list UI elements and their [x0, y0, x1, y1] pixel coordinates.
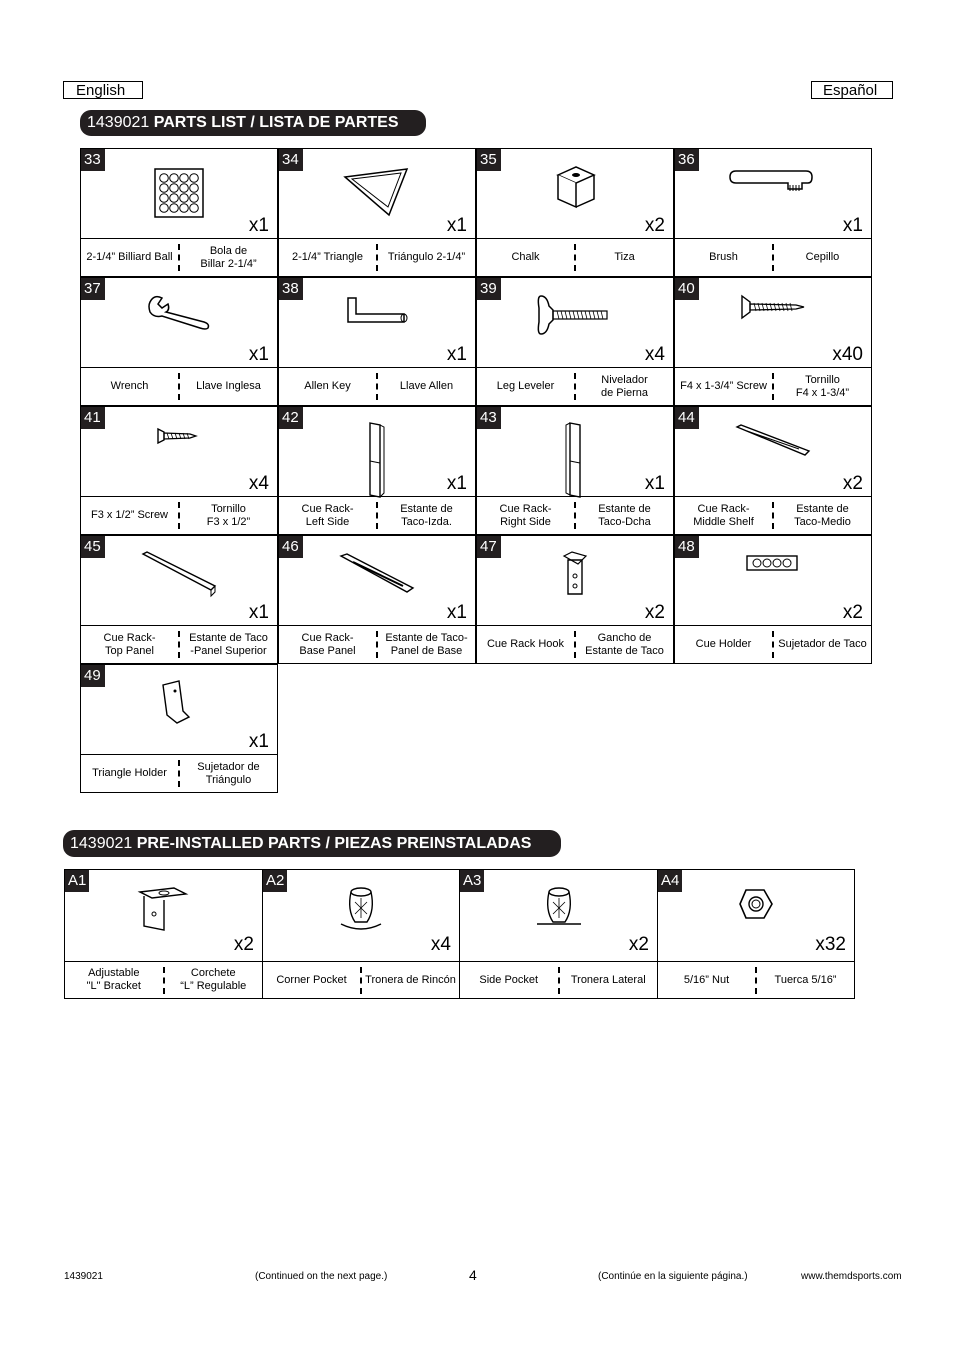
part-labels	[658, 961, 854, 998]
part-labels	[263, 961, 459, 998]
part-name-spanish: Sujetador de Triángulo	[197, 760, 260, 786]
part-labels	[675, 238, 871, 276]
part-name-spanish: Sujetador de Taco	[778, 638, 867, 650]
part-name-spanish: Llave Allen	[399, 380, 454, 392]
part-number: 40	[675, 278, 699, 300]
part-quantity: x4	[430, 934, 451, 955]
part-name-english: Allen Key	[304, 380, 351, 392]
part-labels	[279, 625, 475, 663]
footer-continued-spanish: (Continúe en la siguiente página.)	[598, 1271, 748, 1282]
part-quantity: x1	[842, 215, 863, 236]
footer-product-code: 1439021	[64, 1271, 103, 1282]
part-name-spanish: Corchete “L” Regulable	[180, 967, 247, 992]
part-number: 43	[477, 407, 501, 429]
part-labels	[81, 238, 277, 276]
part-labels	[279, 238, 475, 276]
part-name-english: Brush	[709, 251, 738, 263]
part-number: 47	[477, 536, 501, 558]
part-name-spanish: Estante de Taco-Dcha	[598, 502, 651, 528]
triangle-holder-icon	[159, 679, 199, 734]
preinstalled-code: 1439021	[70, 835, 133, 852]
part-quantity: x4	[644, 344, 665, 365]
part-card-42	[278, 406, 476, 535]
parts-grid	[80, 148, 875, 797]
part-name-english: Chalk	[511, 251, 540, 263]
part-name-spanish: Tiza	[614, 251, 635, 263]
part-number: 36	[675, 149, 699, 171]
footer-continued-english: (Continued on the next page.)	[255, 1271, 388, 1282]
part-card-34	[278, 148, 476, 277]
part-quantity: x2	[644, 602, 665, 623]
part-name-spanish: Llave Inglesa	[196, 380, 261, 392]
part-name-english: Cue Holder	[695, 638, 752, 650]
part-quantity: x1	[644, 473, 665, 494]
part-quantity: x4	[248, 473, 269, 494]
part-name-spanish: Tronera Lateral	[570, 973, 646, 986]
preinstalled-banner	[63, 830, 561, 857]
part-card-36	[674, 148, 872, 277]
part-quantity: x1	[248, 344, 269, 365]
part-name-english: 2-1/4” Triangle	[292, 251, 363, 263]
l-bracket-icon	[134, 884, 194, 939]
part-quantity: x2	[842, 473, 863, 494]
preinstalled-title: PRE-INSTALLED PARTS / PIEZAS PREINSTALADAS	[136, 835, 532, 852]
part-labels	[81, 367, 277, 405]
chalk-icon	[550, 163, 600, 218]
part-labels	[477, 238, 673, 276]
part-labels	[675, 625, 871, 663]
part-labels	[477, 625, 673, 663]
part-name-spanish: Bola de Billar 2-1/4”	[200, 244, 257, 270]
part-card-a4	[657, 869, 855, 999]
part-card-44	[674, 406, 872, 535]
part-name-spanish: Estante de Taco- Panel de Base	[385, 631, 468, 657]
rack-hook-icon	[560, 550, 590, 605]
part-name-spanish: Tornillo F3 x 1/2”	[206, 502, 251, 528]
part-card-46	[278, 535, 476, 664]
wrench-icon	[144, 292, 214, 337]
language-label-spanish: Español	[811, 81, 893, 99]
part-labels	[279, 496, 475, 534]
page-number: 4	[469, 1267, 477, 1283]
part-name-english: Cue Rack- Middle Shelf	[693, 502, 754, 528]
part-number: A2	[263, 870, 287, 892]
part-name-english: Side Pocket	[479, 973, 539, 986]
language-label-english: English	[63, 81, 143, 99]
rack-side-right-icon	[560, 421, 590, 506]
part-name-spanish: Tornillo F4 x 1-3/4”	[795, 373, 850, 399]
part-number: 48	[675, 536, 699, 558]
brush-icon	[728, 163, 818, 208]
part-name-english: F4 x 1-3/4” Screw	[680, 380, 767, 392]
part-number: 44	[675, 407, 699, 429]
side-pocket-icon	[529, 884, 589, 939]
parts-list-banner	[80, 110, 426, 136]
part-name-english: Adjustable "L" Bracket	[86, 967, 141, 992]
part-card-39	[476, 277, 674, 406]
part-number: 45	[81, 536, 105, 558]
part-name-english: Leg Leveler	[496, 380, 555, 392]
part-quantity: x32	[815, 934, 846, 955]
part-name-english: Triangle Holder	[92, 767, 167, 779]
part-labels	[81, 496, 277, 534]
triangle-rack-icon	[337, 163, 417, 228]
base-panel-icon	[337, 550, 417, 605]
footer-website: www.themdsports.com	[801, 1271, 902, 1282]
part-name-english: 2-1/4” Billiard Ball	[86, 251, 173, 263]
part-quantity: x2	[842, 602, 863, 623]
part-name-english: Corner Pocket	[276, 973, 347, 986]
part-number: 37	[81, 278, 105, 300]
rack-side-left-icon	[362, 421, 392, 506]
part-card-49	[80, 664, 278, 793]
part-name-spanish: Cepillo	[805, 251, 840, 263]
part-card-33	[80, 148, 278, 277]
part-number: 49	[81, 665, 105, 687]
top-panel-icon	[139, 550, 219, 605]
part-labels	[477, 496, 673, 534]
part-quantity: x40	[832, 344, 863, 365]
part-quantity: x1	[446, 473, 467, 494]
part-card-a2	[262, 869, 460, 999]
part-name-spanish: Nivelador de Pierna	[600, 373, 649, 399]
part-labels	[65, 961, 262, 998]
preinstalled-grid	[64, 869, 858, 999]
part-card-a1	[64, 869, 263, 999]
part-card-38	[278, 277, 476, 406]
corner-pocket-icon	[331, 884, 391, 939]
part-number: 38	[279, 278, 303, 300]
billiard-balls-icon	[149, 163, 209, 228]
part-quantity: x1	[446, 602, 467, 623]
cue-holder-icon	[743, 550, 803, 585]
part-quantity: x2	[233, 934, 254, 955]
nut-icon	[736, 884, 776, 929]
allen-key-icon	[342, 292, 412, 337]
part-card-40	[674, 277, 872, 406]
part-name-english: Cue Rack Hook	[486, 638, 565, 650]
part-name-spanish: Gancho de Estante de Taco	[585, 631, 664, 657]
parts-list-code: 1439021	[87, 114, 150, 131]
part-name-english: Cue Rack- Left Side	[301, 502, 354, 528]
part-quantity: x2	[644, 215, 665, 236]
part-card-35	[476, 148, 674, 277]
part-quantity: x1	[248, 731, 269, 752]
part-name-spanish: Estante de Taco-Medio	[794, 502, 851, 528]
part-card-a3	[459, 869, 658, 999]
middle-shelf-icon	[733, 421, 813, 466]
part-labels	[477, 367, 673, 405]
part-labels	[81, 625, 277, 663]
part-name-spanish: Triángulo 2-1/4”	[387, 251, 466, 263]
part-number: 33	[81, 149, 105, 171]
part-quantity: x1	[446, 344, 467, 365]
parts-list-title: PARTS LIST / LISTA DE PARTES	[153, 114, 399, 131]
leg-leveler-icon	[535, 292, 615, 343]
part-quantity: x1	[446, 215, 467, 236]
part-name-spanish: Estante de Taco -Panel Superior	[189, 631, 268, 657]
part-number: 39	[477, 278, 501, 300]
part-quantity: x2	[628, 934, 649, 955]
part-quantity: x1	[248, 602, 269, 623]
part-card-37	[80, 277, 278, 406]
part-labels	[279, 367, 475, 405]
part-number: A4	[658, 870, 682, 892]
part-name-english: 5/16” Nut	[683, 973, 730, 986]
part-number: 35	[477, 149, 501, 171]
part-number: A1	[65, 870, 89, 892]
part-number: A3	[460, 870, 484, 892]
part-card-41	[80, 406, 278, 535]
part-name-english: Wrench	[110, 380, 149, 392]
part-name-spanish: Estante de Taco-Izda.	[400, 502, 453, 528]
part-name-english: Cue Rack- Top Panel	[103, 631, 156, 657]
short-screw-icon	[154, 421, 204, 456]
part-number: 41	[81, 407, 105, 429]
part-name-english: Cue Rack- Base Panel	[299, 631, 356, 657]
part-labels	[460, 961, 657, 998]
part-name-spanish: Tronera de Rincón	[365, 973, 456, 986]
part-card-47	[476, 535, 674, 664]
part-name-english: Cue Rack- Right Side	[499, 502, 552, 528]
part-labels	[81, 754, 277, 792]
part-number: 42	[279, 407, 303, 429]
part-card-45	[80, 535, 278, 664]
part-number: 34	[279, 149, 303, 171]
part-name-english: F3 x 1/2” Screw	[90, 509, 169, 521]
part-labels	[675, 367, 871, 405]
part-labels	[675, 496, 871, 534]
part-card-48	[674, 535, 872, 664]
part-quantity: x1	[248, 215, 269, 236]
part-name-spanish: Tuerca 5/16”	[774, 973, 837, 986]
part-number: 46	[279, 536, 303, 558]
part-card-43	[476, 406, 674, 535]
long-screw-icon	[738, 292, 808, 327]
